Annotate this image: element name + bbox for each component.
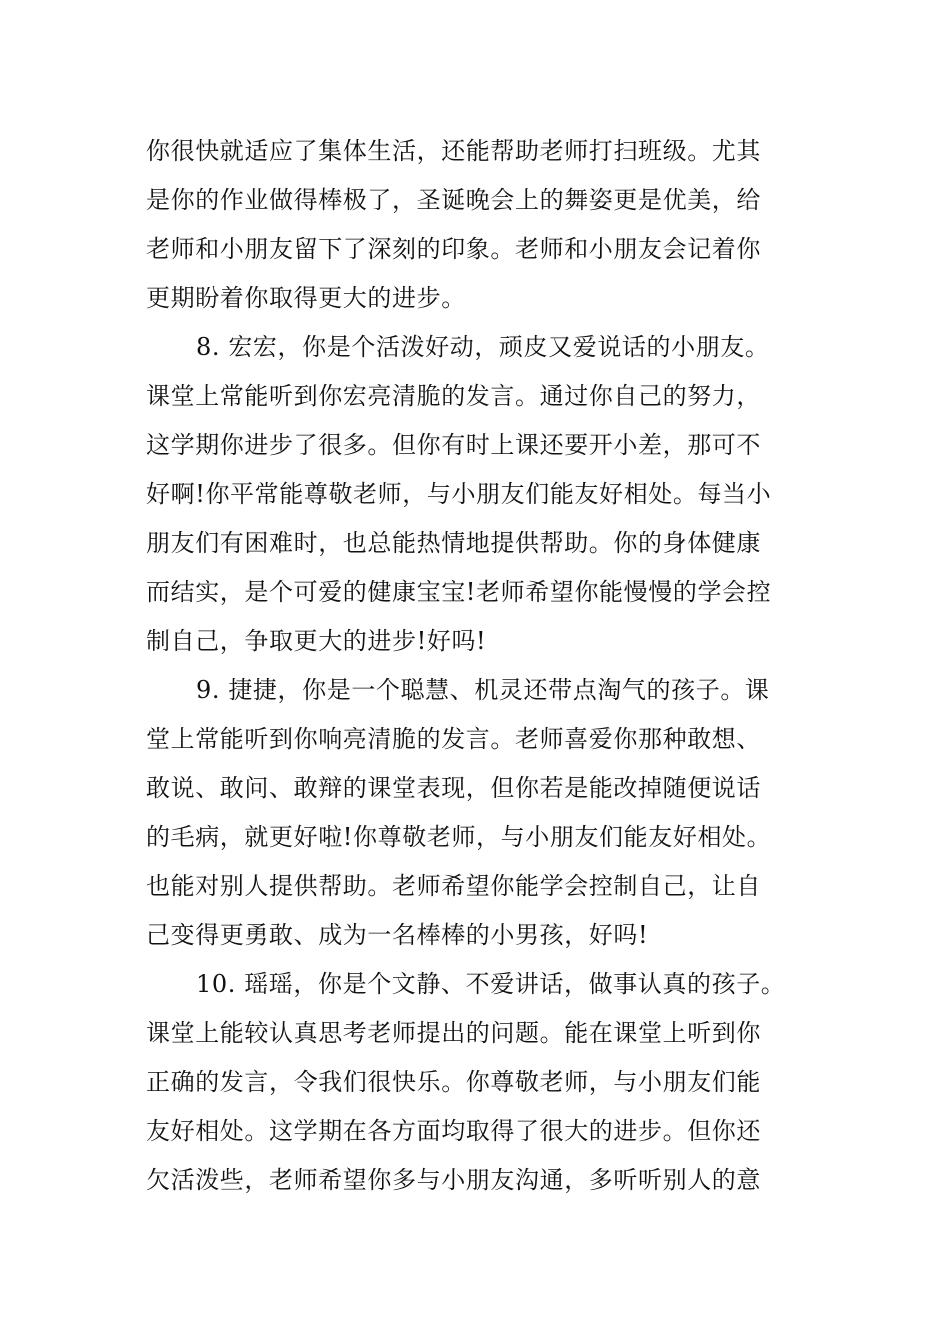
text-line: 而结实，是个可爱的健康宝宝!老师希望你能慢慢的学会控 (146, 578, 772, 606)
paragraph-start-9: 9. 捷捷，你是一个聪慧、机灵还带点淘气的孩子。课 (196, 676, 770, 704)
text-line: 课堂上能较认真思考老师提出的问题。能在课堂上听到你 (146, 1019, 761, 1047)
text-line: 你很快就适应了集体生活，还能帮助老师打扫班级。尤其 (146, 137, 761, 165)
text-line: 正确的发言，令我们很快乐。你尊敬老师，与小朋友们能 (146, 1068, 761, 1096)
text-line: 好啊!你平常能尊敬老师，与小朋友们能友好相处。每当小 (146, 480, 772, 508)
text-line: 制自己，争取更大的进步!好吗! (146, 627, 487, 655)
paragraph-start-8: 8. 宏宏，你是个活泼好动，顽皮又爱说话的小朋友。 (196, 333, 770, 361)
text-line: 老师和小朋友留下了深刻的印象。老师和小朋友会记着你 (146, 235, 761, 263)
paragraph-start-10: 10. 瑶瑶，你是个文静、不爱讲话，做事认真的孩子。 (196, 970, 786, 998)
text-line: 己变得更勇敢、成为一名棒棒的小男孩，好吗! (146, 921, 649, 949)
text-line: 是你的作业做得棒极了，圣诞晚会上的舞姿更是优美，给 (146, 186, 761, 214)
text-line: 更期盼着你取得更大的进步。 (146, 284, 466, 312)
text-line: 这学期你进步了很多。但你有时上课还要开小差，那可不 (146, 431, 761, 459)
body-text (146, 127, 826, 1205)
text-line: 也能对别人提供帮助。老师希望你能学会控制自己，让自 (146, 872, 761, 900)
text-line: 欠活泼些，老师希望你多与小朋友沟通，多听听别人的意 (146, 1166, 761, 1194)
text-line: 朋友们有困难时，也总能热情地提供帮助。你的身体健康 (146, 529, 761, 557)
text-line: 的毛病，就更好啦!你尊敬老师，与小朋友们能友好相处。 (146, 823, 772, 851)
text-line: 敢说、敢问、敢辩的课堂表现，但你若是能改掉随便说话 (146, 774, 761, 802)
text-line: 友好相处。这学期在各方面均取得了很大的进步。但你还 (146, 1117, 761, 1145)
text-line: 堂上常能听到你响亮清脆的发言。老师喜爱你那种敢想、 (146, 725, 761, 753)
text-line: 课堂上常能听到你宏亮清脆的发言。通过你自己的努力， (146, 382, 761, 410)
